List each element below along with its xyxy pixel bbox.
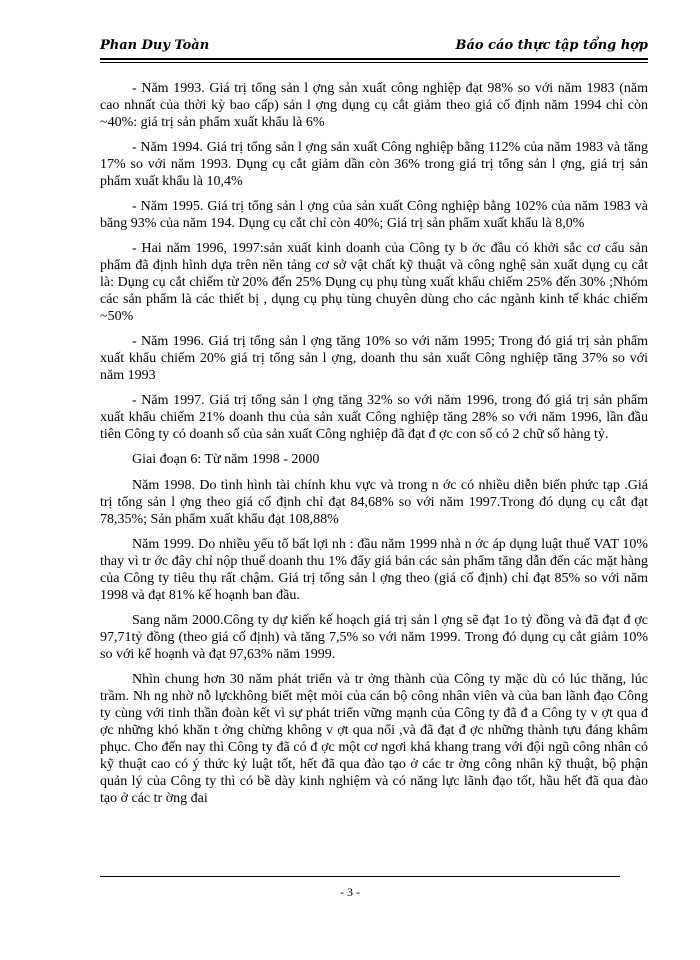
header-divider-thin [100,62,648,63]
paragraph-2000: Sang năm 2000.Công ty dự kiến kế hoạch giá trị sản l ợng sẽ đạt 1o tỷ đồng và đã đạt đ ợc 97,71tỷ đồng (theo giá cố định) và tăng 7,5% so với năm 1999. Trong đó dụng cụ cắt giảm 10% so với kế hoạnh và đạt 97,63% năm 1999. [100,613,648,662]
paragraph-1993: - Năm 1993. Giá trị tổng sản l ợng sản xuất công nghiệp đạt 98% so với năm 1983 (năm cao nhnất của thời kỳ bao cấp) sản l ợng dụng cụ cắt giảm theo giá cố định năm 1994 chỉ còn ~40%: giá trị sản phẩm xuất khẩu là 6% [100,81,648,130]
paragraph-1997: - Năm 1997. Giá trị tổng sản l ợng tăng 32% so với năm 1996, trong đó giá trị sản phẩm xuất khẩu chiếm 21% doanh thu của sản xuất Công nghiệp tăng 28% so với năm 1996, lần đầu tiên Công ty có doanh số của sản xuất Công nghiệp đã đạt đ ợc con số có 2 chữ số hàng tỷ. [100,393,648,442]
paragraph-1996-1997: - Hai năm 1996, 1997:sản xuất kinh doanh của Công ty b ớc đầu có khởi sắc cơ cấu sản phẩm đã định hình dựa trên nền tảng cơ sở vật chất kỹ thuật và công nghệ sản xuất dụng cụ cắt là: Dụng cụ cắt chiếm từ 20% đến 25% Dụng cụ phụ tùng xuất khẩu chiếm 25% đến 30% ;Nhóm các sản phẩm là các thiết bị , dụng cụ phụ tùng chuyên dùng cho các ngành kinh tế khác chiếm ~50% [100,241,648,324]
header-divider-thick [100,58,648,60]
paragraph-summary: Nhìn chung hơn 30 năm phát triển và tr ởng thành của Công ty mặc dù có lúc thăng, lúc trầm. Nh ng nhờ nỗ lựckhông biết mệt mỏi của cán bộ công nhân viên và của ban lãnh đạo Công ty cùng với tinh thần đoàn kết vì sự phát triển vững mạnh của Công ty đã đ a Công ty v ợt qua đ ợc những khó khăn t ởng chừng không v ợt qua nổi ,và đã đạt đ ợc những thành tựu đáng khâm phục. Cho đến nay thì Công ty đã có đ ợc một cơ ngơi khá khang trang với đội ngũ công nhân có kỹ thuật cao có ý thức kỷ luật tốt, hết đã qua đào tạo ở các tr ờng công nhân kỹ thuật, bộ phận quản lý của Công ty thì có bề dày kinh nghiệm và có năng lực lãnh đạo tốt, hầu hết đã qua đào tạo ở các tr ờng đai [100,672,648,806]
section-heading-period-6: Giai đoạn 6: Từ năm 1998 - 2000 [132,452,320,467]
paragraph-1995: - Năm 1995. Giá trị tổng sản l ợng của sản xuất Công nghiệp bằng 102% của năm 1983 và băng 93% của năm 194. Dụng cụ cắt chỉ còn 40%; Giá trị sản phẩm xuất khẩu là 8,0% [100,199,648,231]
footer-divider [100,876,620,877]
paragraph-1998: Năm 1998. Do tình hình tài chính khu vực và trong n ớc có nhiều diễn biến phức tạp .Giá trị tổng sản l ợng theo giá cố định chỉ đạt 84,68% so với năm 1997.Trong đó dụng cụ cắt đạt 78,35%; Sản phẩm xuất khẩu đạt 108,88% [100,478,648,527]
paragraph-1996: - Năm 1996. Giá trị tổng sản l ợng tăng 10% so với năm 1995; Trong đó giá trị sản phẩm xuất khẩu chiếm 20% giá trị tổng sản l ợng, doanh thu sản xuất Công nghiệp tăng 37% so với năm 1993 [100,334,648,383]
paragraph-1999: Năm 1999. Do nhiều yếu tố bất lợi nh : đầu năm 1999 nhà n ớc áp dụng luật thuế VAT 10% thay vì tr ớc đây chỉ nộp thuế doanh thu 1% đẩy giá bán các sản phẩm tăng dẫn đến các mặt hàng của Công ty tiêu thụ rất chậm. Giá trị tổng sản l ợng theo (giá cố định) chỉ đạt 85% so với năm 1998 và đạt 81% kế hoạnh ban đầu. [100,537,648,603]
header-report-title: Báo cáo thực tập tổng hợp [455,38,648,53]
paragraph-1994: - Năm 1994. Giá trị tổng sản l ợng sản xuất Công nghiệp bằng 112% của năm 1983 và tăng 17% so với năm 1993. Dụng cụ cắt giảm dần còn 36% trong giá trị tổng sản l ợng, giá trị sản phẩm xuất khẩu là 10,4% [100,140,648,189]
page-number: - 3 - [340,885,360,899]
document-body [100,80,648,815]
header-author: Phan Duy Toàn [100,38,210,53]
